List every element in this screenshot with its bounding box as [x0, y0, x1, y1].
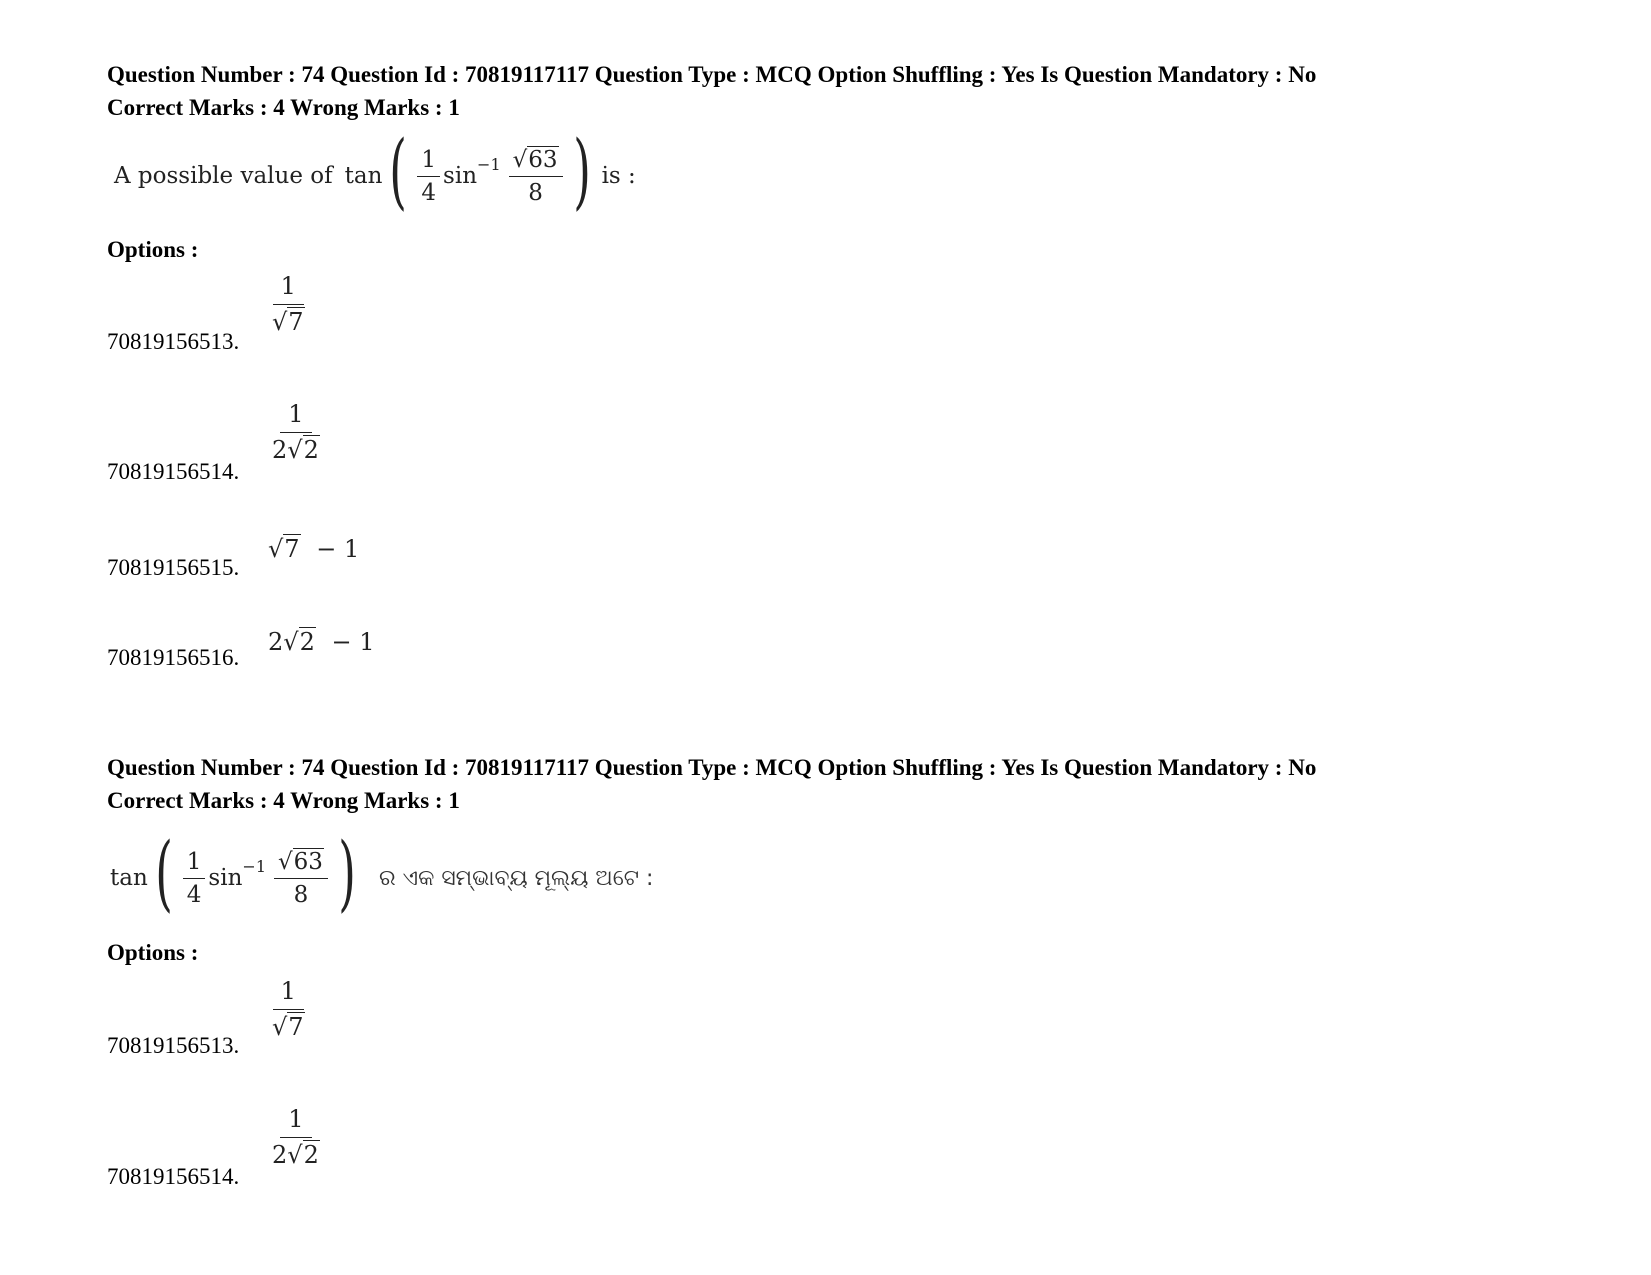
- option-tail: − 1: [331, 628, 375, 656]
- option-2-math: [265, 400, 327, 464]
- option-coef: 2: [268, 628, 284, 656]
- sin-label: sin: [208, 865, 243, 891]
- options-label: Options :: [107, 940, 199, 965]
- radicand: 7: [288, 308, 304, 336]
- question-2-stem: [110, 826, 654, 926]
- option-fraction: [268, 272, 309, 336]
- option-fraction: [268, 1105, 324, 1169]
- option-2-math: [265, 1105, 327, 1169]
- coef-fraction: [417, 147, 440, 206]
- stem-suffix-odia: ର ଏକ ସମ୍ଭାବ୍ୟ ମୂଲ୍ୟ ଅଟେ :: [378, 865, 654, 891]
- option-denominator: √7: [272, 308, 304, 336]
- arg-denominator: 8: [528, 179, 543, 206]
- right-paren: ): [338, 826, 356, 921]
- option-numerator: 1: [273, 977, 304, 1010]
- option-fraction: [268, 400, 324, 464]
- option-id: 70819156513.: [107, 329, 240, 354]
- option-id: 70819156514.: [107, 459, 240, 484]
- arg-fraction: [509, 147, 563, 206]
- coef-numerator: 1: [183, 849, 206, 879]
- question-1-stem: [114, 124, 636, 224]
- coef-fraction: [183, 849, 206, 908]
- radicand: 7: [284, 535, 300, 563]
- tan-label: tan: [344, 163, 383, 189]
- option-id: 70819156515.: [107, 555, 240, 580]
- option-4-math: 2√2 − 1: [268, 628, 375, 656]
- option-3-math: √7 − 1: [268, 535, 360, 563]
- option-id: 70819156516.: [107, 645, 240, 670]
- inverse-superscript: −1: [242, 856, 266, 876]
- radicand: 2: [303, 1141, 319, 1169]
- arg-denominator: 8: [293, 881, 309, 908]
- right-paren: ): [572, 124, 591, 219]
- sin-label: sin: [443, 163, 478, 189]
- option-id: 70819156514.: [107, 1164, 240, 1189]
- question-1-meta-line-1: Question Number : 74 Question Id : 70819117117 Question Type : MCQ Option Shuffling : Yes Is Question Mandatory : No: [107, 62, 1317, 87]
- stem-suffix: is :: [601, 163, 636, 189]
- radicand: 7: [288, 1013, 304, 1041]
- left-paren: (: [389, 124, 408, 219]
- option-fraction: [268, 977, 309, 1041]
- options-label: Options :: [107, 237, 199, 262]
- arg-fraction: [274, 849, 328, 908]
- option-tail: − 1: [316, 535, 360, 563]
- option-1-math: [265, 272, 312, 336]
- option-denominator: √7: [272, 1013, 304, 1041]
- option-1-math: [265, 977, 312, 1041]
- left-paren: (: [154, 826, 173, 921]
- coef-denominator: 4: [186, 881, 202, 908]
- radicand: 63: [293, 848, 323, 875]
- coef-numerator: 1: [417, 147, 440, 177]
- radicand: 2: [299, 628, 315, 656]
- option-denominator: 2√2: [272, 436, 319, 464]
- option-numerator: 1: [280, 1105, 311, 1138]
- question-1-meta-line-2: Correct Marks : 4 Wrong Marks : 1: [107, 95, 460, 120]
- question-2-meta-line-1: Question Number : 74 Question Id : 70819117117 Question Type : MCQ Option Shuffling : Yes Is Question Mandatory : No: [107, 755, 1317, 780]
- option-numerator: 1: [280, 400, 311, 433]
- question-2-meta-line-2: Correct Marks : 4 Wrong Marks : 1: [107, 788, 460, 813]
- option-denominator: 2√2: [272, 1141, 319, 1169]
- stem-prefix: A possible value of: [114, 163, 333, 189]
- radicand: 2: [303, 436, 319, 464]
- arg-numerator: √63: [274, 849, 328, 879]
- option-numerator: 1: [273, 272, 304, 305]
- option-id: 70819156513.: [107, 1033, 240, 1058]
- coef-denominator: 4: [421, 179, 437, 206]
- tan-label: tan: [110, 865, 148, 891]
- inverse-superscript: −1: [477, 154, 501, 174]
- radicand: 63: [528, 146, 558, 173]
- arg-numerator: √63: [509, 147, 563, 177]
